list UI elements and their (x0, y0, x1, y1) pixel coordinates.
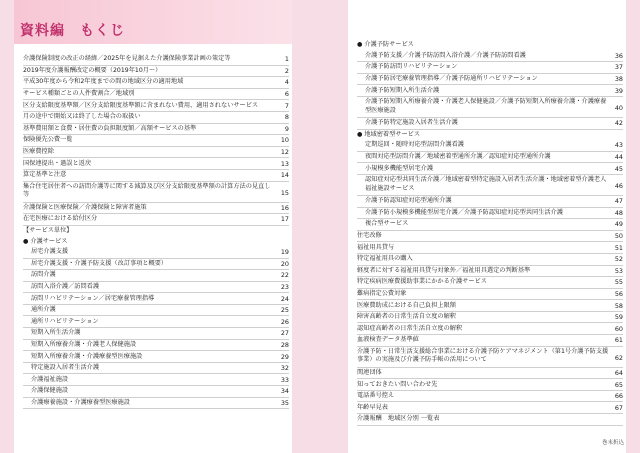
toc-entry-title: 介護予防小規模多機能型居宅介護／介護予防認知症対応型共同生活介護 (365, 208, 563, 216)
toc-entry (23, 398, 289, 410)
toc-entry-title: 介護予防認知症対応型通所介護 (365, 197, 452, 205)
toc-entry (23, 386, 289, 398)
toc-entry-page: 47 (614, 197, 623, 206)
toc-entry-title: 難病指定公費対象 (357, 289, 407, 297)
toc-entry-page: 35 (280, 398, 289, 407)
toc-entry-page: 19 (280, 248, 289, 257)
toc-entry-page: 37 (614, 63, 623, 72)
toc-entry-page: 22 (280, 271, 289, 280)
toc-entry-title: 介護福祉施設 (31, 375, 69, 383)
toc-entry-page: 8 (284, 113, 289, 122)
toc-entry-page: 6 (284, 90, 289, 99)
toc-entry-title: 居宅介護支援・介護予防支援（改訂事項と概要） (31, 259, 168, 267)
toc-entry (357, 335, 623, 347)
toc-entry (23, 247, 289, 259)
toc-entry (23, 77, 289, 89)
toc-entry (357, 300, 623, 312)
toc-entry-page: 9 (284, 124, 289, 133)
toc-entry-title: 介護予防特定施設入居者生活介護 (365, 119, 458, 127)
toc-entry (23, 100, 289, 112)
toc-entry (357, 289, 623, 301)
toc-entry (357, 254, 623, 266)
toc-entry (357, 208, 623, 220)
toc-entry-title: 医療費控除 (23, 148, 54, 156)
toc-entry-title: 保険優先公費一覧 (23, 136, 73, 144)
toc-entry-page: 10 (280, 136, 289, 145)
toc-entry-title: 夜間対応型訪問介護／地域密着型通所介護／認知症対応型通所介護 (365, 153, 551, 161)
toc-entry (357, 414, 623, 426)
toc-entry-title: 通所介護 (31, 306, 56, 314)
toc-entry (23, 259, 289, 271)
toc-entry (23, 293, 289, 305)
toc-entry-page: 20 (280, 259, 289, 268)
toc-entry-page: 40 (614, 103, 623, 112)
toc-entry-page: 44 (614, 153, 623, 162)
toc-entry-page: 45 (614, 164, 623, 173)
toc-entry-title: 障害高齢者の日常生活自立度の解釈 (357, 313, 456, 321)
toc-entry-page: 59 (614, 313, 623, 322)
toc-entry-page: 25 (280, 306, 289, 315)
toc-entry-title: 介護療養施設・介護療養型医療施設 (31, 398, 130, 406)
toc-entry (357, 196, 623, 208)
toc-entry-title: 介護予防短期入所療養介護・介護老人保健施設／介護予防短期入所療養介護・介護療養型医療施設 (365, 97, 607, 114)
toc-entry-page: 24 (280, 294, 289, 303)
toc-entry-page: 12 (280, 148, 289, 157)
toc-entry-page: 23 (280, 282, 289, 291)
toc-entry-title: 算定基準と注意 (23, 171, 67, 179)
toc-entry (357, 379, 623, 391)
toc-entry-title: 複合型サービス (365, 220, 409, 228)
toc-entry-page: 50 (614, 232, 623, 241)
toc-entry-title: 介護報酬 地域区分別 一覧表 (357, 415, 440, 423)
toc-entry-page: 36 (614, 51, 623, 60)
toc-entry-title: ● 介護予防サービス (357, 41, 414, 49)
toc-entry-title: 【サービス単位】 (23, 227, 73, 235)
toc-entry-title: 在宅医療における給付区分 (23, 215, 98, 223)
toc-entry-page: 7 (284, 101, 289, 110)
toc-entry (357, 163, 623, 175)
toc-entry-page: 27 (280, 329, 289, 338)
toc-entry-page: 53 (614, 266, 623, 275)
toc-entry (23, 305, 289, 317)
toc-entry-title: 特定施設入居者生活介護 (31, 364, 100, 372)
toc-entry-title: 介護予防・日常生活支援総合事業における介護予防ケアマネジメント（第1号介護予防支援事業）の実施及び介護予防手帳の活用について (357, 347, 609, 364)
toc-entry-page: 14 (280, 171, 289, 180)
toc-entry-page: 38 (614, 75, 623, 84)
toc-entry-page: 49 (614, 220, 623, 229)
toc-entry (357, 402, 623, 414)
toc-entry (357, 266, 623, 278)
toc-entry-page: 34 (280, 387, 289, 396)
toc-entry (23, 135, 289, 147)
toc-entry-title: 特定福祉用具の購入 (357, 255, 413, 263)
toc-entry-title: 認知症対応型共同生活介護／地域密着型特定施設入居者生活介護・地域密着型介護老人福祉施設サービス (365, 175, 607, 192)
toc-entry-page: 66 (614, 392, 623, 401)
toc-entry-page: 58 (614, 301, 623, 310)
toc-entry-title: 小規模多機能型居宅介護 (365, 164, 434, 172)
left-page (14, 0, 292, 453)
toc-entry-title: 認知症高齢者の日常生活自立度の解釈 (357, 324, 463, 332)
toc-entry-title: 医療費助成における自己負担上限額 (357, 301, 456, 309)
toc-entry (23, 66, 289, 78)
toc-entry-title: 電話番号控え (357, 392, 395, 400)
toc-entry (23, 363, 289, 375)
toc-entry-page: 51 (614, 243, 623, 252)
toc-entry (357, 152, 623, 164)
toc-entry-title: 住宅改修 (357, 232, 382, 240)
toc-list-right (357, 40, 623, 426)
toc-entry-page: 17 (280, 215, 289, 224)
toc-entry-title: 関連団体 (357, 368, 382, 376)
toc-entry-page: 64 (614, 368, 623, 377)
toc-entry-title: 知っておきたい問い合わせ先 (357, 380, 438, 388)
footnote: 巻末折込 (601, 440, 624, 446)
toc-entry-title: 訪問入浴介護／訪問看護 (31, 282, 100, 290)
toc-entry-title: 短期入所療養介護・介護療養型医療施設 (31, 352, 143, 360)
toc-entry-title: 介護予防訪問リハビリテーション (365, 63, 458, 71)
toc-entry (23, 112, 289, 124)
toc-entry (23, 182, 289, 203)
toc-entry-page: 65 (614, 380, 623, 389)
toc-entry (23, 226, 289, 237)
toc-entry-page: 42 (614, 119, 623, 128)
toc-entry-title: 居宅介護支援 (31, 248, 69, 256)
toc-entry-title: ● 介護サービス (23, 237, 68, 245)
toc-entry-page: 32 (280, 364, 289, 373)
toc-entry (23, 214, 289, 226)
toc-entry-title: 介護予防支援／介護予防訪問入浴介護／介護予防訪問看護 (365, 51, 526, 59)
toc-entry-page: 48 (614, 208, 623, 217)
toc-list-left (23, 54, 289, 409)
toc-entry (357, 347, 623, 368)
toc-entry-title: 軽度者に対する福祉用具貸与対象外／福祉用具選定の判断基準 (357, 266, 531, 274)
toc-entry-title: 介護予防短期入所生活介護 (365, 86, 440, 94)
toc-entry (23, 328, 289, 340)
toc-entry (357, 51, 623, 63)
toc-entry-title: 特定疾病医療費援助事業にかかる介護サービス (357, 278, 487, 286)
toc-entry-title: 短期入所療養介護・介護老人保健施設 (31, 340, 137, 348)
toc-entry-title: 月の途中で開始又は終了した場合の取扱い (23, 113, 141, 121)
toc-entry (357, 242, 623, 254)
toc-entry (23, 89, 289, 101)
toc-entry-title: 福祉用具貸与 (357, 243, 395, 251)
toc-entry-title: 短期入所生活介護 (31, 329, 81, 337)
toc-entry-page: 46 (614, 181, 623, 190)
toc-entry-page: 62 (614, 353, 623, 362)
toc-entry (357, 85, 623, 97)
toc-entry (357, 312, 623, 324)
toc-entry (23, 54, 289, 66)
toc-entry (357, 118, 623, 130)
toc-entry-page: 60 (614, 324, 623, 333)
toc-entry (357, 130, 623, 141)
toc-entry (357, 219, 623, 231)
toc-entry (357, 40, 623, 51)
toc-entry-page: 28 (280, 340, 289, 349)
toc-entry-title: 介護予防居宅療養管理指導／介護予防通所リハビリテーション (365, 75, 538, 83)
toc-entry (23, 170, 289, 182)
toc-entry (23, 282, 289, 294)
toc-entry-page: 33 (280, 375, 289, 384)
right-page (348, 0, 626, 453)
toc-entry (23, 203, 289, 215)
toc-entry (23, 158, 289, 170)
toc-entry (23, 270, 289, 282)
toc-entry-title: 介護保健施設 (31, 387, 69, 395)
toc-entry-page: 4 (284, 78, 289, 87)
toc-entry-page: 52 (614, 255, 623, 264)
toc-entry-title: 年齢早見表 (357, 403, 388, 411)
toc-entry (357, 323, 623, 335)
toc-entry-title: サービス種類ごとの人件費割合／地域別 (23, 90, 135, 98)
toc-entry (357, 175, 623, 196)
toc-entry-page: 1 (284, 55, 289, 64)
toc-entry-page: 29 (280, 352, 289, 361)
toc-entry-title: ● 地域密着型サービス (357, 130, 421, 138)
toc-entry-title: 区分支給限度基準額／区分支給限度基準額に含まれない費用、適用されないサービス (23, 101, 259, 109)
toc-entry-title: 介護保険と医療保険／介護保険と障害者施策 (23, 203, 147, 211)
toc-entry (357, 391, 623, 403)
toc-entry-page: 15 (280, 188, 289, 197)
toc-entry-page: 16 (280, 203, 289, 212)
toc-entry (23, 374, 289, 386)
toc-entry-title: 基準費用額と食費・居住費の負担限度額／高額サービスの基準 (23, 124, 197, 132)
toc-entry (23, 316, 289, 328)
toc-entry-page: 2 (284, 66, 289, 75)
toc-entry-title: 血液検査データ基準値 (357, 336, 419, 344)
page-title: 資料編 もくじ (20, 23, 125, 39)
toc-entry (23, 351, 289, 363)
toc-entry-title: 集合住宅居住者への訪問介護等に関する減算及び区分支給限度基準額の計算方法の見直し等 (23, 182, 271, 199)
toc-entry-page: 61 (614, 336, 623, 345)
toc-entry-title: 通所リハビリテーション (31, 317, 99, 325)
toc-entry-page: 56 (614, 289, 623, 298)
toc-entry (357, 140, 623, 152)
toc-entry-page: 26 (280, 317, 289, 326)
toc-entry-title: 平成30年度から令和2年度までの間の地域区分の適用地域 (23, 78, 184, 86)
toc-entry (357, 74, 623, 86)
toc-entry (23, 236, 289, 247)
toc-entry (23, 124, 289, 136)
toc-entry (357, 368, 623, 380)
toc-entry-title: 国保連提出・過誤と返戻 (23, 159, 92, 167)
toc-entry-page: 55 (614, 278, 623, 287)
toc-entry (357, 231, 623, 243)
toc-entry-title: 訪問リハビリテーション／居宅療養管理指導 (31, 294, 155, 302)
toc-entry (357, 277, 623, 289)
toc-entry (357, 62, 623, 74)
toc-entry-page: 43 (614, 141, 623, 150)
toc-entry-title: 2019年度介護報酬改定の概要（2019年10月～） (23, 66, 162, 74)
toc-entry (357, 97, 623, 118)
toc-entry-page: 67 (614, 403, 623, 412)
toc-entry-page: 39 (614, 86, 623, 95)
toc-entry-title: 介護保険制度の改正の経緯／2025年を見据えた介護保険事業計画の策定等 (23, 55, 231, 63)
toc-entry-title: 定期巡回・随時対応型訪問介護看護 (365, 141, 464, 149)
toc-entry-title: 訪問介護 (31, 271, 56, 279)
toc-entry-page: 13 (280, 159, 289, 168)
toc-entry (23, 340, 289, 352)
toc-entry (23, 147, 289, 159)
